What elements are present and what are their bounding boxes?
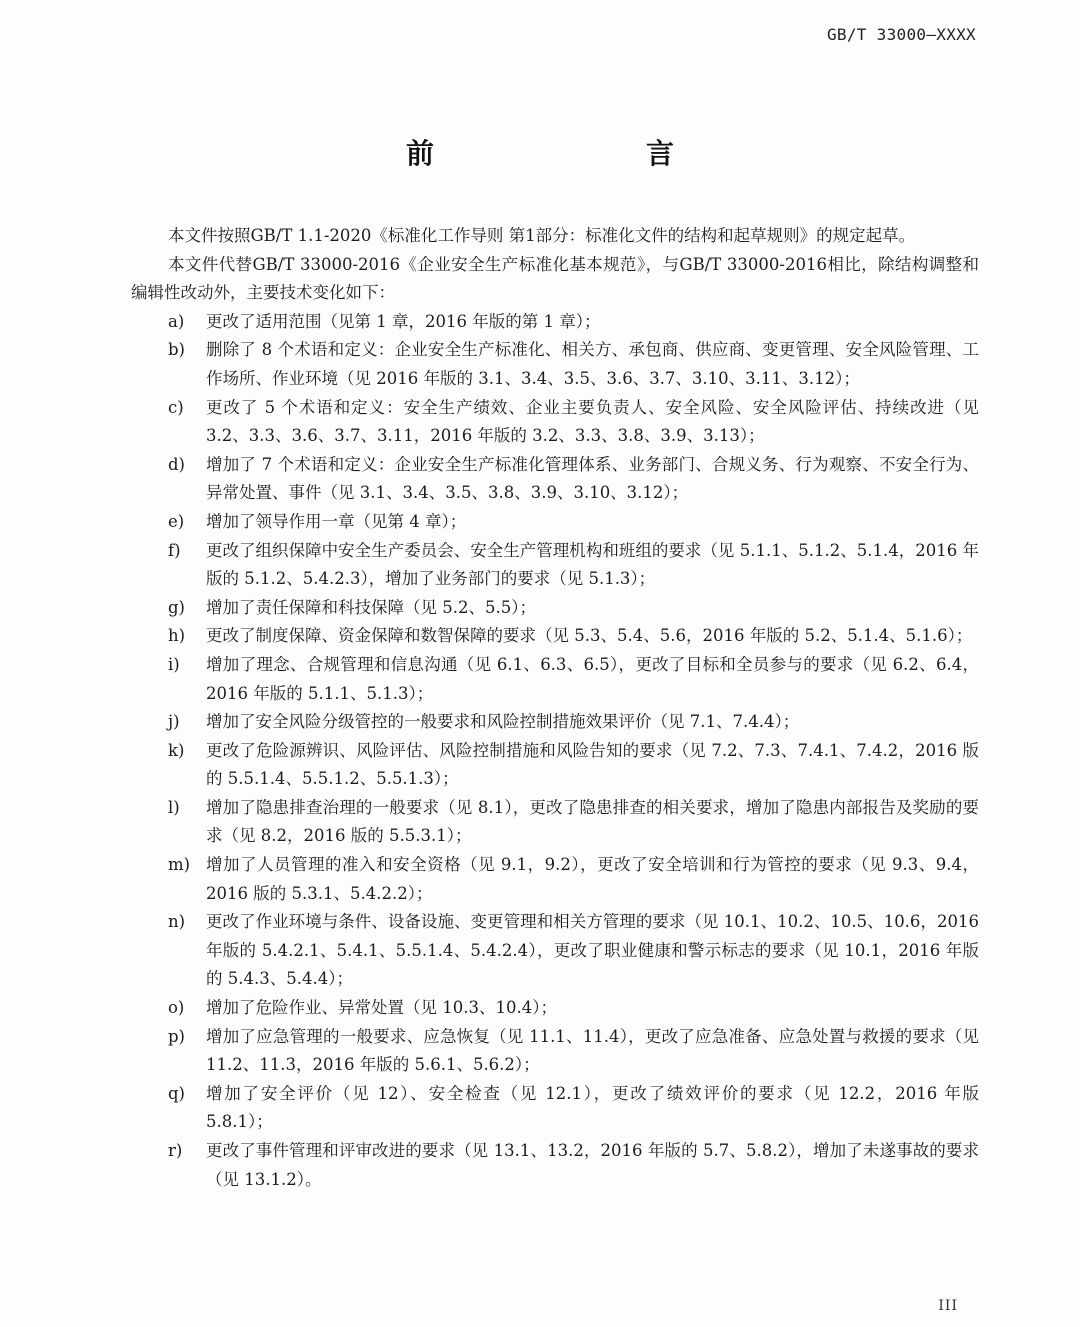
list-item bbox=[131, 594, 979, 623]
list-item bbox=[131, 994, 979, 1023]
list-marker: e) bbox=[168, 511, 185, 531]
list-item bbox=[131, 336, 979, 393]
list-item bbox=[131, 1137, 979, 1194]
list-marker: b) bbox=[168, 340, 185, 360]
list-item bbox=[131, 737, 979, 794]
list-item bbox=[131, 708, 979, 737]
list-item-text: 更改了作业环境与条件、设备设施、变更管理和相关方管理的要求（见 10.1、10.2、10.5、10.6，2016 年版的 5.4.2.1、5.4.1、5.5.1.4、5.4.2.4），更改了职业健康和警示标志的要求（见 10.1，2016 年版的 5.4.3、5.4.4）； bbox=[206, 912, 979, 989]
list-item bbox=[131, 851, 979, 908]
list-item-text: 增加了安全风险分级管控的一般要求和风险控制措施效果评价（见 7.1、7.4.4）； bbox=[206, 712, 800, 732]
list-item-text: 增加了领导作用一章（见第 4 章）； bbox=[206, 511, 467, 531]
list-item-text: 增加了应急管理的一般要求、应急恢复（见 11.1、11.4），更改了应急准备、应急处置与救援的要求（见 11.2、11.3，2016 年版的 5.6.1、5.6.2）； bbox=[206, 1026, 979, 1075]
list-marker: a) bbox=[168, 311, 185, 331]
list-marker: q) bbox=[168, 1083, 185, 1103]
list-item-text: 增加了危险作业、异常处置（见 10.3、10.4）； bbox=[206, 998, 557, 1018]
intro-paragraph: 本文件按照GB/T 1.1-2020《标准化工作导则 第1部分：标准化文件的结构和起草规则》的规定起草。 bbox=[168, 226, 916, 245]
list-marker: f) bbox=[168, 540, 181, 560]
list-marker: l) bbox=[168, 797, 180, 817]
page-number: III bbox=[938, 1298, 958, 1314]
list-item bbox=[131, 508, 979, 537]
title-text: 前 言 bbox=[405, 137, 726, 170]
replacement-paragraph: 本文件代替GB/T 33000-2016《企业安全生产标准化基本规范》，与GB/T 33000-2016相比，除结构调整和编辑性改动外，主要技术变化如下： bbox=[131, 254, 979, 303]
list-item-text: 增加了理念、合规管理和信息沟通（见 6.1、6.3、6.5），更改了目标和全员参与的要求（见 6.2、6.4，2016 年版的 5.1.1、5.1.3）； bbox=[206, 654, 979, 703]
list-item bbox=[131, 394, 979, 451]
list-marker: m) bbox=[168, 855, 191, 875]
list-item-text: 增加了隐患排查治理的一般要求（见 8.1），更改了隐患排查的相关要求，增加了隐患内部报告及奖励的要求（见 8.2，2016 版的 5.5.3.1）； bbox=[206, 797, 979, 846]
list-marker: j) bbox=[168, 712, 180, 732]
list-item-text: 增加了 7 个术语和定义：企业安全生产标准化管理体系、业务部门、合规义务、行为观察、不安全行为、异常处置、事件（见 3.1、3.4、3.5、3.8、3.9、3.10、3.12）； bbox=[206, 454, 979, 503]
list-item-text: 更改了制度保障、资金保障和数智保障的要求（见 5.3、5.4、5.6，2016 年版的 5.2、5.1.4、5.1.6）； bbox=[206, 626, 973, 646]
list-item-text: 更改了组织保障中安全生产委员会、安全生产管理机构和班组的要求（见 5.1.1、5.1.2、5.1.4，2016 年版的 5.1.2、5.4.2.3），增加了业务部门的要求（见 5.1.3）； bbox=[206, 540, 979, 589]
list-marker: g) bbox=[168, 597, 185, 617]
list-marker: c) bbox=[168, 397, 184, 417]
list-item bbox=[131, 908, 979, 994]
list-item-text: 更改了适用范围（见第 1 章，2016 年版的第 1 章）； bbox=[206, 311, 601, 331]
list-item-text: 更改了事件管理和评审改进的要求（见 13.1、13.2，2016 年版的 5.7、5.8.2），增加了未遂事故的要求（见 13.1.2）。 bbox=[206, 1141, 979, 1189]
list-marker: k) bbox=[168, 740, 185, 760]
list-marker: o) bbox=[168, 998, 185, 1018]
list-item bbox=[131, 794, 979, 851]
page-title bbox=[0, 132, 1080, 172]
standard-code: GB/T 33000—XXXX bbox=[827, 25, 976, 44]
list-marker: p) bbox=[168, 1026, 185, 1046]
list-item bbox=[131, 1023, 979, 1080]
list-item-text: 增加了责任保障和科技保障（见 5.2、5.5）； bbox=[206, 597, 536, 617]
list-item-text: 更改了危险源辨识、风险评估、风险控制措施和风险告知的要求（见 7.2、7.3、7.4.1、7.4.2，2016 版的 5.5.1.4、5.5.1.2、5.5.1.3）； bbox=[206, 740, 979, 789]
list-marker: i) bbox=[168, 654, 180, 674]
list-marker: h) bbox=[168, 626, 186, 646]
list-item bbox=[131, 451, 979, 508]
list-item bbox=[131, 651, 979, 708]
list-marker: n) bbox=[168, 912, 186, 932]
foreword-body bbox=[131, 222, 979, 1194]
list-item-text: 增加了安全评价（见 12）、安全检查（见 12.1），更改了绩效评价的要求（见 12.2，2016 年版 5.8.1）； bbox=[206, 1083, 979, 1132]
list-item-text: 更改了 5 个术语和定义：安全生产绩效、企业主要负责人、安全风险、安全风险评估、持续改进（见 3.2、3.3、3.6、3.7、3.11，2016 年版的 3.2、3.3、3.8、3.9、3.13）； bbox=[206, 397, 979, 446]
list-item-text: 删除了 8 个术语和定义：企业安全生产标准化、相关方、承包商、供应商、变更管理、安全风险管理、工作场所、作业环境（见 2016 年版的 3.1、3.4、3.5、3.6、3.7、3.10、3.11、3.12）； bbox=[206, 340, 979, 388]
list-item bbox=[131, 1080, 979, 1137]
list-item bbox=[131, 308, 979, 337]
list-item-text: 增加了人员管理的准入和安全资格（见 9.1，9.2），更改了安全培训和行为管控的要求（见 9.3、9.4，2016 版的 5.3.1、5.4.2.2）； bbox=[206, 855, 979, 903]
list-item bbox=[131, 537, 979, 594]
list-marker: d) bbox=[168, 454, 185, 474]
changes-list bbox=[131, 308, 979, 1194]
list-marker: r) bbox=[168, 1141, 183, 1160]
list-item bbox=[131, 622, 979, 651]
